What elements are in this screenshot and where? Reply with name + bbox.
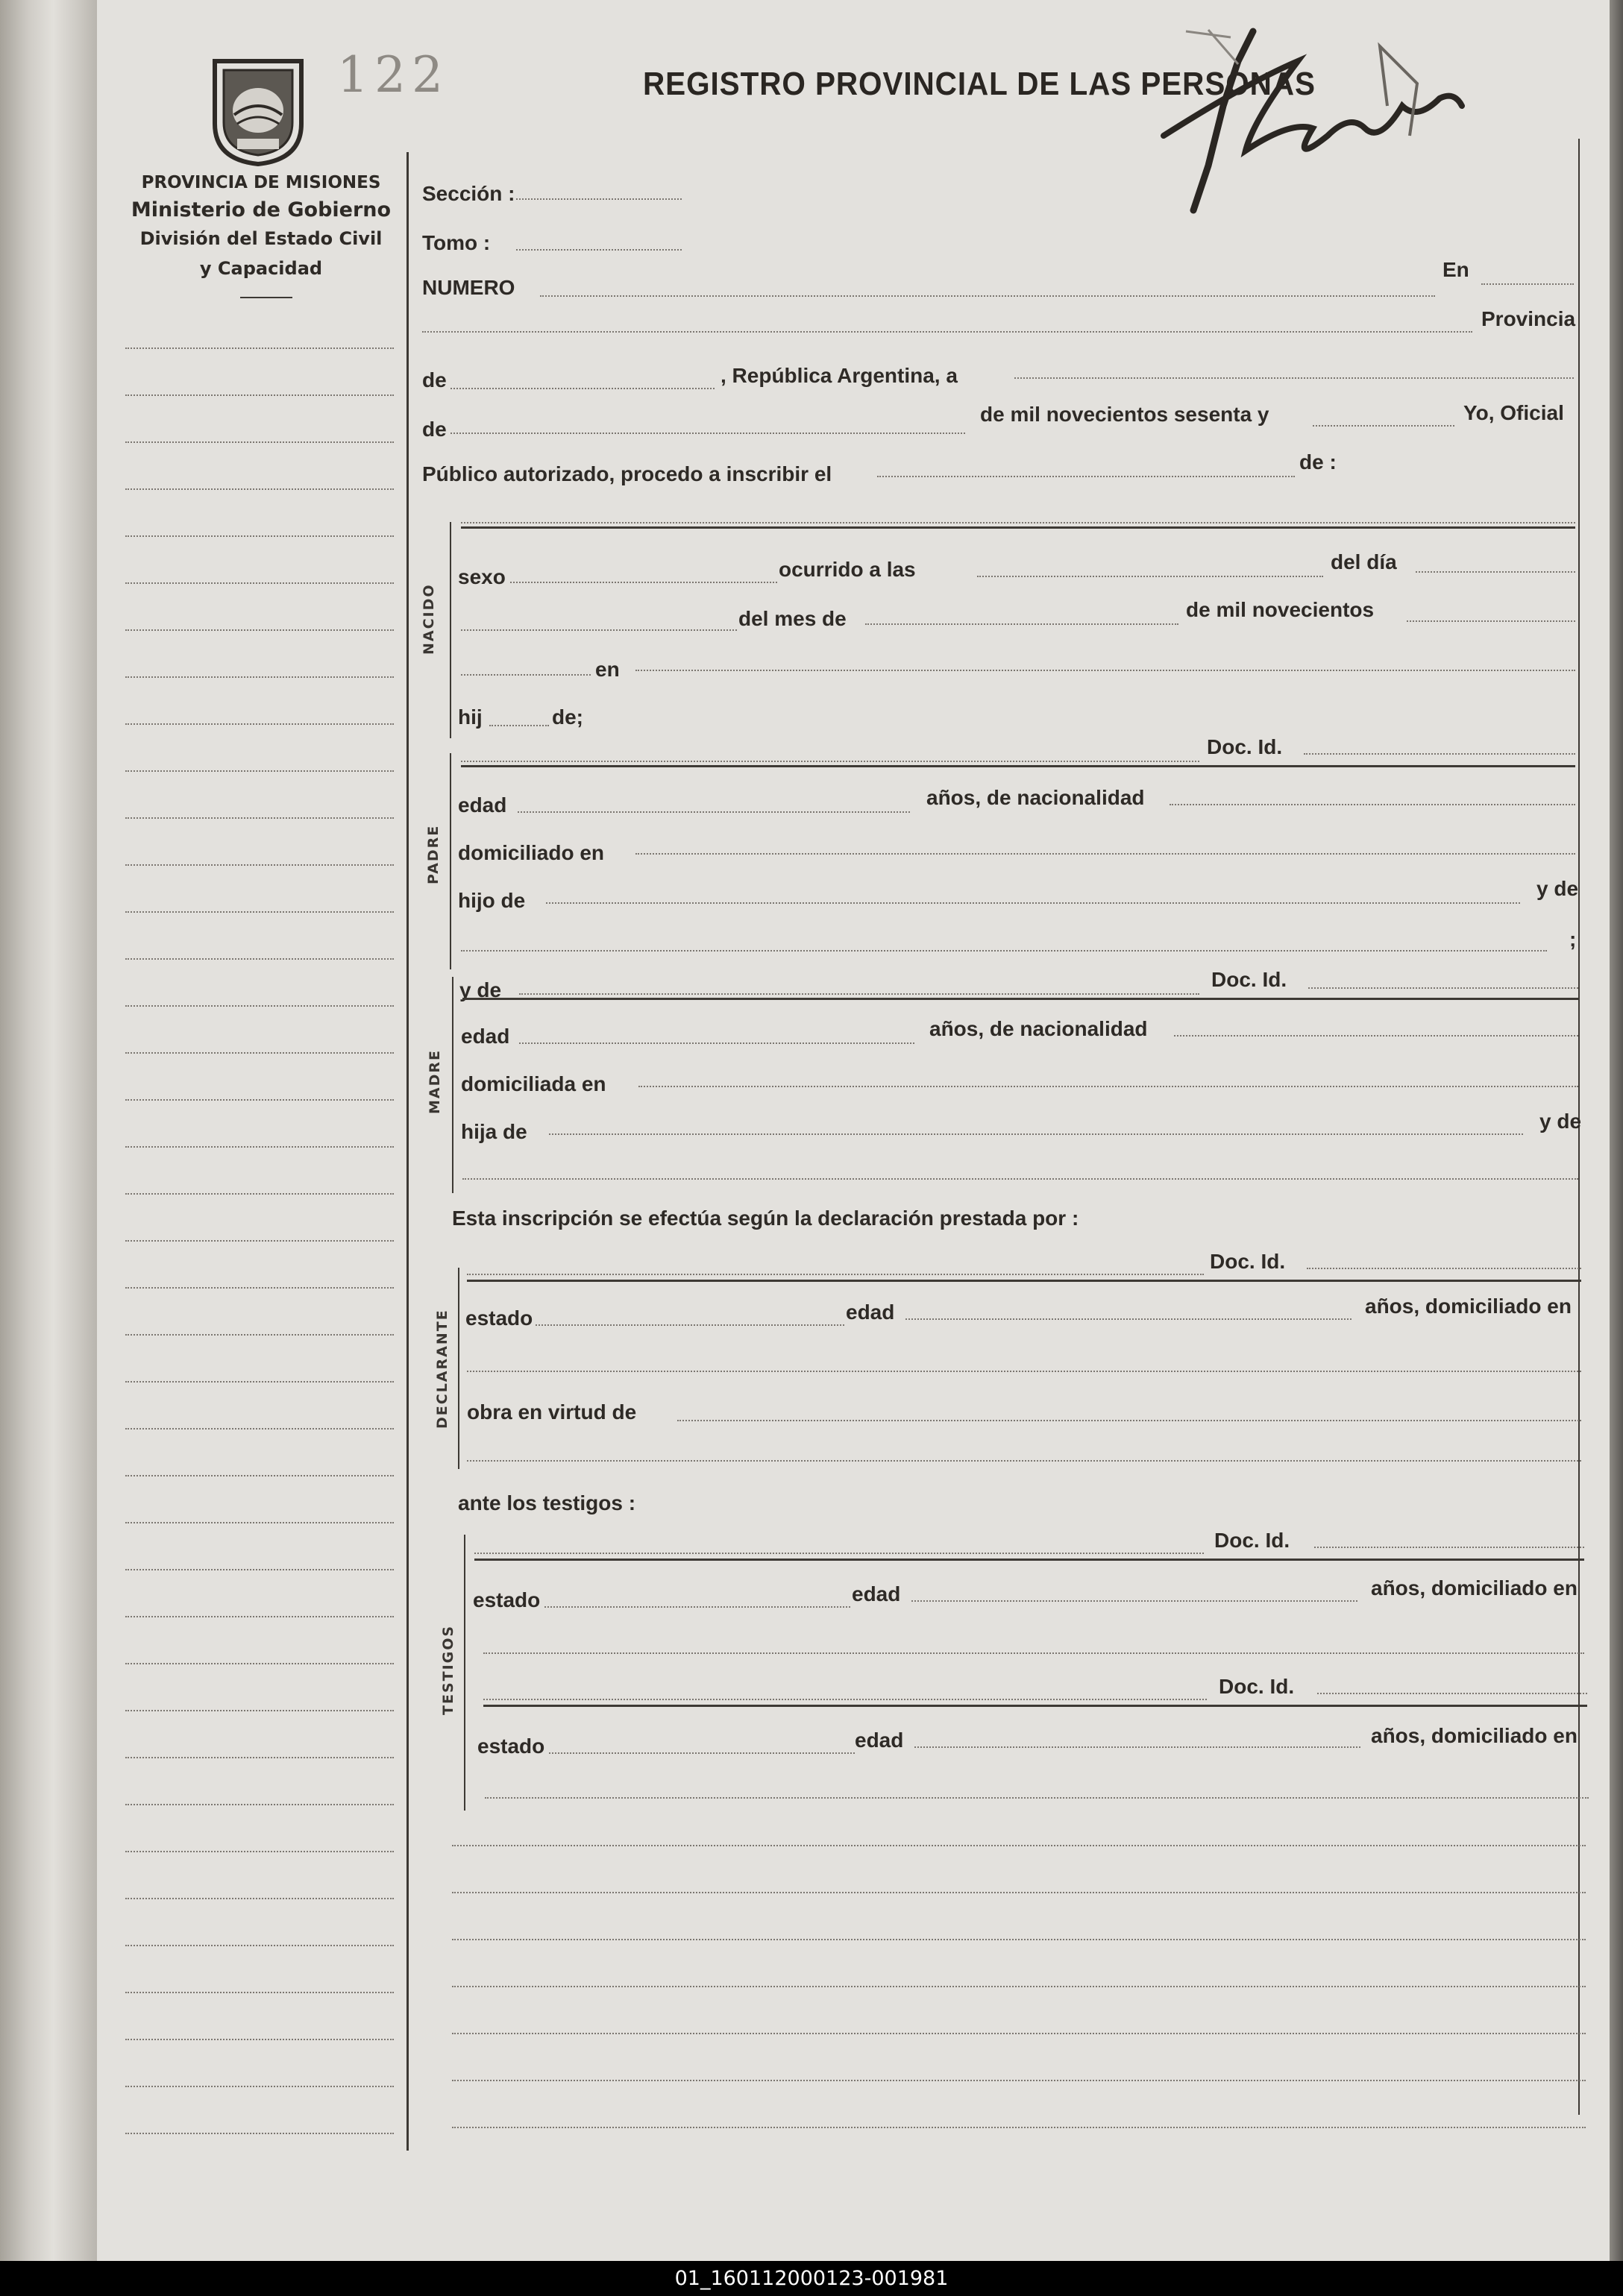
padre-domicilio-label: domiciliado en <box>458 841 605 864</box>
margin-note-line[interactable] <box>125 1287 394 1289</box>
testigo2-name-field[interactable] <box>483 1699 1207 1700</box>
testigo1-name-field[interactable] <box>474 1553 1204 1554</box>
margin-note-line[interactable] <box>125 1804 394 1805</box>
testigo1-edad-field[interactable] <box>911 1600 1357 1602</box>
madre-section-label: MADRE <box>427 1049 443 1114</box>
provincia-label: Provincia <box>1481 307 1576 330</box>
page-edge <box>1610 0 1623 2261</box>
tomo-label: Tomo : <box>422 231 491 254</box>
margin-note-line[interactable] <box>125 1005 394 1007</box>
margin-note-line[interactable] <box>125 911 394 913</box>
margin-note-line[interactable] <box>125 488 394 490</box>
margin-note-line[interactable] <box>125 535 394 537</box>
nacido-en-label: en <box>595 658 620 681</box>
madre-rule <box>462 998 1578 1000</box>
testigo1-edad-label: edad <box>852 1582 901 1605</box>
margin-note-line[interactable] <box>125 582 394 584</box>
year-label: de mil novecientos sesenta y <box>980 403 1269 426</box>
division-label: División del Estado Civil <box>139 228 383 249</box>
margin-note-line[interactable] <box>125 1522 394 1523</box>
declarante-bracket <box>458 1268 459 1469</box>
padre-doc-label: Doc. Id. <box>1207 735 1283 758</box>
padre-yde-label: y de <box>1536 877 1579 900</box>
numero-field[interactable] <box>540 295 1435 297</box>
padre-hijo-field[interactable] <box>546 902 1520 904</box>
declarante-domicilio-field[interactable] <box>467 1371 1581 1372</box>
padre-domicilio-field[interactable] <box>635 853 1575 855</box>
scan-id: 01_160112000123-001981 <box>0 2261 1623 2296</box>
testigo2-doc-field[interactable] <box>1317 1693 1587 1694</box>
sexo-label: sexo <box>458 565 506 588</box>
testigo1-doc-field[interactable] <box>1314 1547 1584 1548</box>
nacido-name-field[interactable] <box>461 522 1575 523</box>
margin-note-line[interactable] <box>125 723 394 725</box>
margin-note-line[interactable] <box>125 1381 394 1383</box>
declarante-estado-field[interactable] <box>536 1324 844 1326</box>
dia-cont-field[interactable] <box>461 629 737 631</box>
main-column-rule <box>406 152 409 2151</box>
padre-doc-field[interactable] <box>1304 753 1575 755</box>
margin-note-line[interactable] <box>125 676 394 678</box>
nacido-rule <box>461 526 1575 529</box>
margin-note-line[interactable] <box>125 1710 394 1711</box>
testigo2-domicilio-label: años, domiciliado en <box>1371 1724 1578 1747</box>
declarante-intro: Esta inscripción se efectúa según la declaración prestada por : <box>452 1207 1079 1230</box>
seccion-field[interactable] <box>516 198 682 200</box>
margin-note-line[interactable] <box>125 1146 394 1148</box>
margin-note-line[interactable] <box>125 1193 394 1195</box>
margin-note-line[interactable] <box>125 1992 394 1993</box>
testigo1-domicilio-label: años, domiciliado en <box>1371 1576 1578 1600</box>
padre-name-field[interactable] <box>461 761 1199 762</box>
note-line[interactable] <box>452 1939 1586 1940</box>
declarante-rule <box>467 1280 1581 1282</box>
declarante-estado-label: estado <box>465 1306 533 1330</box>
note-line[interactable] <box>452 1845 1586 1846</box>
testigo2-doc-label: Doc. Id. <box>1219 1675 1295 1698</box>
margin-note-line[interactable] <box>125 864 394 866</box>
margin-note-line[interactable] <box>125 817 394 819</box>
header-rule <box>240 297 292 298</box>
ocurrido-label: ocurrido a las <box>779 558 916 581</box>
nacido-bracket <box>450 522 451 738</box>
lugar-nac-field[interactable] <box>635 670 1575 671</box>
numero-label: NUMERO <box>422 276 515 299</box>
mil-novecientos-label: de mil novecientos <box>1186 598 1375 621</box>
padre-hijo-label: hijo de <box>458 889 526 912</box>
form-page <box>97 0 1611 2261</box>
margin-note-line[interactable] <box>125 1428 394 1430</box>
testigo2-rule <box>483 1705 1587 1707</box>
testigo1-rule <box>474 1559 1584 1561</box>
margin-note-line[interactable] <box>125 1663 394 1664</box>
testigos-bracket <box>464 1535 465 1811</box>
madre-yde-field[interactable] <box>462 1178 1578 1180</box>
testigo1-doc-label: Doc. Id. <box>1214 1529 1290 1552</box>
margin-note-line[interactable] <box>125 1052 394 1054</box>
madre-domicilio-field[interactable] <box>638 1086 1578 1087</box>
margin-note-line[interactable] <box>125 1757 394 1758</box>
padre-rule <box>461 765 1575 767</box>
declarante-obra-field[interactable] <box>677 1420 1581 1421</box>
hora-field[interactable] <box>977 576 1323 577</box>
declarante-edad-label: edad <box>846 1300 895 1324</box>
declarante-doc-label: Doc. Id. <box>1210 1250 1286 1273</box>
testigos-section-label: TESTIGOS <box>440 1624 456 1715</box>
margin-note-line[interactable] <box>125 1334 394 1336</box>
signature-icon <box>1141 16 1492 225</box>
margin-note-line[interactable] <box>125 1240 394 1242</box>
padre-edad-field[interactable] <box>518 811 910 813</box>
testigo1-estado-field[interactable] <box>544 1606 850 1608</box>
sexo-field[interactable] <box>510 582 777 583</box>
note-line[interactable] <box>452 2033 1586 2034</box>
declarante-domicilio-label: años, domiciliado en <box>1365 1295 1572 1318</box>
margin-note-line[interactable] <box>125 770 394 772</box>
madre-name-field[interactable] <box>519 993 1199 995</box>
padre-bracket <box>450 753 451 969</box>
testigo2-edad-label: edad <box>855 1729 904 1752</box>
margin-note-line[interactable] <box>125 1898 394 1899</box>
padre-yde-field[interactable] <box>461 950 1547 952</box>
madre-yde-top-label: y de <box>459 978 502 1001</box>
note-line[interactable] <box>452 2127 1586 2128</box>
mes-field[interactable] <box>865 623 1178 625</box>
republica-label: , República Argentina, a <box>721 364 958 387</box>
declarante-section-label: DECLARANTE <box>434 1309 451 1429</box>
de-colon-label: de : <box>1299 450 1337 474</box>
madre-nacionalidad-field[interactable] <box>1174 1035 1578 1037</box>
declarante-doc-field[interactable] <box>1307 1268 1581 1269</box>
del-dia-label: del día <box>1331 550 1397 573</box>
note-line[interactable] <box>452 1892 1586 1893</box>
testigo2-domicilio-field[interactable] <box>485 1797 1589 1799</box>
testigo1-estado-label: estado <box>473 1588 541 1611</box>
nacido-section-label: NACIDO <box>421 583 437 655</box>
ministry-label: Ministerio de Gobierno <box>131 198 392 221</box>
note-line[interactable] <box>452 1986 1586 1987</box>
province-label: PROVINCIA DE MISIONES <box>141 173 381 192</box>
madre-hija-field[interactable] <box>549 1133 1523 1135</box>
margin-note-line[interactable] <box>125 2086 394 2087</box>
declarante-name-field[interactable] <box>467 1274 1204 1275</box>
madre-doc-label: Doc. Id. <box>1211 968 1287 991</box>
declarante-obra-cont-field[interactable] <box>467 1460 1581 1462</box>
madre-hija-label: hija de <box>461 1120 527 1143</box>
margin-note-line[interactable] <box>125 1616 394 1617</box>
inscribir-field[interactable] <box>877 476 1295 477</box>
margin-note-line[interactable] <box>125 441 394 443</box>
hij-label: hij <box>458 705 483 729</box>
padre-nac-label: años, de nacionalidad <box>926 786 1145 809</box>
dia-field[interactable] <box>1416 571 1575 573</box>
hij-de-label: de; <box>552 705 583 729</box>
testigo2-estado-label: estado <box>477 1734 545 1758</box>
seccion-label: Sección : <box>422 182 515 205</box>
madre-edad-field[interactable] <box>519 1042 914 1044</box>
capacity-label: y Capacidad <box>199 258 323 279</box>
margin-note-line[interactable] <box>125 2133 394 2134</box>
publico-label: Público autorizado, procedo a inscribir el <box>422 462 832 485</box>
de-label-1: de <box>422 368 447 391</box>
testigos-intro: ante los testigos : <box>458 1491 636 1515</box>
declarante-obra-label: obra en virtud de <box>467 1400 637 1424</box>
testigo2-estado-field[interactable] <box>549 1752 855 1754</box>
madre-nac-label: años, de nacionalidad <box>929 1017 1148 1040</box>
madre-domicilio-label: domiciliada en <box>461 1072 606 1095</box>
margin-note-line[interactable] <box>125 1945 394 1946</box>
margin-note-line[interactable] <box>125 347 394 349</box>
padre-edad-label: edad <box>458 793 507 817</box>
margin-note-line[interactable] <box>125 1569 394 1570</box>
testigo2-edad-field[interactable] <box>914 1746 1360 1748</box>
note-line[interactable] <box>452 2080 1586 2081</box>
page-title: REGISTRO PROVINCIAL DE LAS PERSONAS <box>643 66 1316 102</box>
anio-nac-field[interactable] <box>1407 620 1575 622</box>
margin-note-line[interactable] <box>125 958 394 960</box>
anio-cont-field[interactable] <box>461 674 591 676</box>
madre-doc-field[interactable] <box>1308 987 1578 989</box>
padre-nacionalidad-field[interactable] <box>1170 804 1575 805</box>
declarante-edad-field[interactable] <box>905 1318 1352 1320</box>
margin-note-line[interactable] <box>125 1475 394 1476</box>
de-field-1[interactable] <box>451 388 715 389</box>
margin-note-line[interactable] <box>125 1851 394 1852</box>
margin-note-line[interactable] <box>125 394 394 396</box>
stamped-number: 122 <box>337 46 449 104</box>
tomo-field[interactable] <box>516 249 682 251</box>
date-field[interactable] <box>1014 377 1574 379</box>
madre-bracket <box>452 977 453 1193</box>
hij-field[interactable] <box>489 725 549 726</box>
padre-section-label: PADRE <box>425 824 442 884</box>
madre-yde-label: y de <box>1539 1110 1582 1133</box>
book-spine <box>0 0 97 2261</box>
testigo1-domicilio-field[interactable] <box>483 1652 1584 1654</box>
provincial-seal-icon <box>207 55 309 167</box>
del-mes-label: del mes de <box>738 607 847 630</box>
year-field[interactable] <box>1313 425 1454 427</box>
de-label-2: de <box>422 418 447 441</box>
en-label: En <box>1443 258 1469 281</box>
margin-note-line[interactable] <box>125 2039 394 2040</box>
madre-edad-label: edad <box>461 1025 510 1048</box>
location-field[interactable] <box>422 331 1472 333</box>
margin-note-line[interactable] <box>125 1099 394 1101</box>
oficial-label: Yo, Oficial <box>1463 401 1564 424</box>
margin-note-line[interactable] <box>125 629 394 631</box>
padre-semicolon: ; <box>1569 928 1577 951</box>
de-field-2[interactable] <box>451 433 965 434</box>
en-field[interactable] <box>1481 283 1574 285</box>
